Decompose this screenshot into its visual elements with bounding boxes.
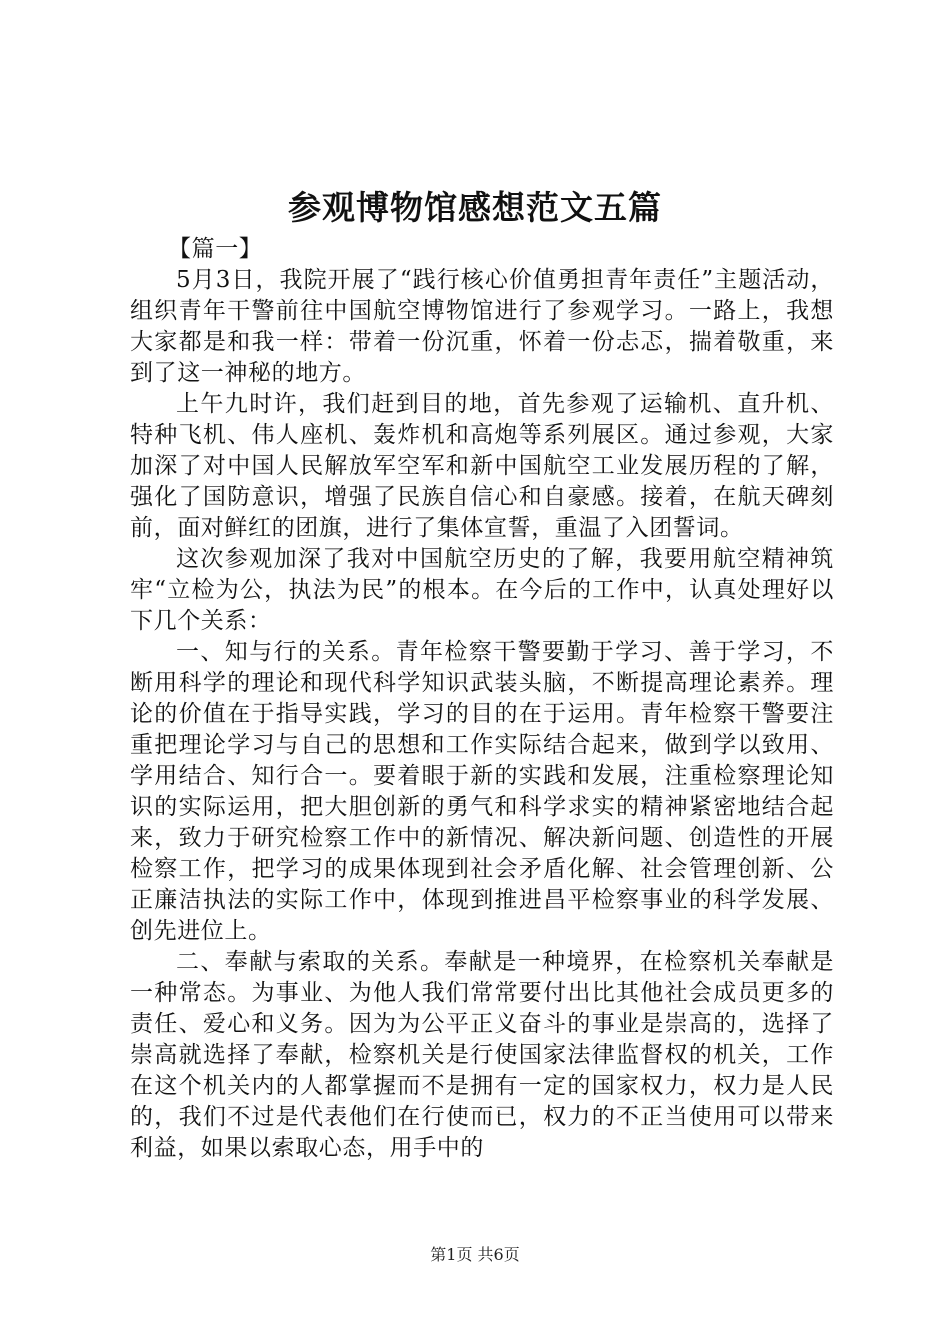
page-footer: 第1页 共6页 [430, 1245, 520, 1264]
paragraph-2: 上午九时许，我们赶到目的地，首先参观了运输机、直升机、特种飞机、伟人座机、轰炸机和高炮等系列展区。通过参观，大家加深了对中国人民解放军空军和新中国航空工业发展历程的了解，强化了国防意识，增强了民族自信心和自豪感。接着，在航天碑刻前，面对鲜红的团旗，进行了集体宣誓，重温了入团誓词。 [130, 391, 834, 541]
document-body [130, 234, 834, 1164]
paragraph-1: 5月3日，我院开展了“践行核心价值勇担青年责任”主题活动，组织青年干警前往中国航空博物馆进行了参观学习。一路上，我想大家都是和我一样：带着一份沉重，怀着一份忐忑，揣着敬重，来到了这一神秘的地方。 [130, 267, 834, 386]
document-title: 参观博物馆感想范文五篇 [288, 188, 662, 227]
section-heading: 【篇一】 [168, 236, 263, 262]
paragraph-3: 这次参观加深了我对中国航空历史的了解，我要用航空精神筑牢“立检为公，执法为民”的根本。在今后的工作中，认真处理好以下几个关系： [130, 546, 834, 634]
paragraph-4: 一、知与行的关系。青年检察干警要勤于学习、善于学习，不断用科学的理论和现代科学知识武装头脑，不断提高理论素养。理论的价值在于指导实践，学习的目的在于运用。青年检察干警要注重把理论学习与自己的思想和工作实际结合起来，做到学以致用、学用结合、知行合一。要着眼于新的实践和发展，注重检察理论知识的实际运用，把大胆创新的勇气和科学求实的精神紧密地结合起来，致力于研究检察工作中的新情况、解决新问题、创造性的开展检察工作，把学习的成果体现到社会矛盾化解、社会管理创新、公正廉洁执法的实际工作中，体现到推进昌平检察事业的科学发展、创先进位上。 [130, 639, 834, 944]
paragraph-5: 二、奉献与索取的关系。奉献是一种境界，在检察机关奉献是一种常态。为事业、为他人我们常常要付出比其他社会成员更多的责任、爱心和义务。因为为公平正义奋斗的事业是崇高的，选择了崇高就选择了奉献，检察机关是行使国家法律监督权的机关，工作在这个机关内的人都掌握而不是拥有一定的国家权力，权力是人民的，我们不过是代表他们在行使而已，权力的不正当使用可以带来利益，如果以索取心态，用手中的 [130, 949, 834, 1161]
